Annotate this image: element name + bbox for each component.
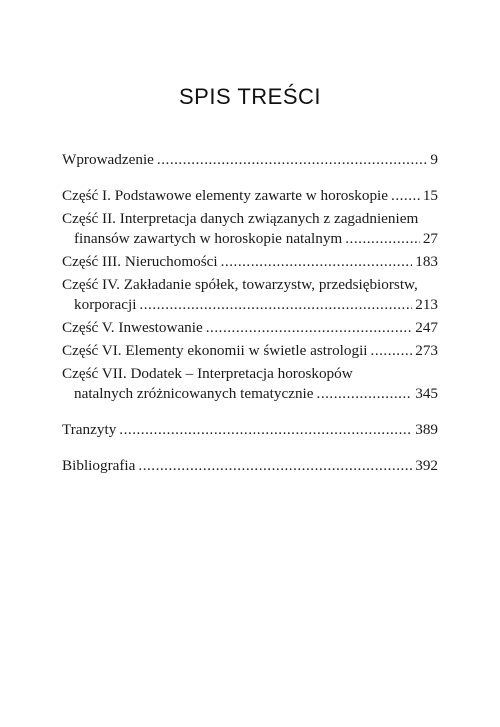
dot-leader (206, 318, 412, 338)
toc-entry-part-2 (62, 209, 438, 249)
dot-leader (391, 186, 420, 206)
toc-entry-transits (62, 420, 438, 440)
dot-leader (119, 420, 412, 440)
toc-page-number: 345 (415, 385, 438, 402)
dot-leader (345, 229, 420, 249)
dot-leader (157, 150, 427, 170)
page-title: SPIS TREŚCI (178, 84, 322, 109)
toc-page-number: 213 (415, 296, 438, 313)
toc-entry-part-6 (62, 341, 438, 361)
toc-entry-title: Część IV. Zakładanie spółek, towarzystw, przedsiębiorstw, (62, 276, 418, 293)
toc-entry-title: Wprowadzenie (62, 151, 154, 168)
toc-page-number: 389 (415, 421, 438, 438)
toc-entry-title: Tranzyty (62, 421, 117, 438)
dot-leader (371, 341, 413, 361)
toc-page-number: 183 (415, 253, 438, 270)
toc-entry-title: Część I. Podstawowe elementy zawarte w horoskopie (62, 187, 389, 204)
dot-leader (317, 384, 413, 404)
toc-entry-introduction (62, 150, 438, 170)
toc-entry-bibliography (62, 456, 438, 476)
toc-entry-title: Część VI. Elementy ekonomii w świetle astrologii (62, 342, 368, 359)
toc-page-number: 273 (415, 342, 438, 359)
toc-entry-title: Część VII. Dodatek – Interpretacja horoskopów (62, 365, 353, 382)
toc-entry-title: Część III. Nieruchomości (62, 253, 218, 270)
toc-entry-part-3 (62, 252, 438, 272)
table-of-contents (62, 150, 438, 476)
toc-entry-title: Część II. Interpretacja danych związanych z zagadnieniem (62, 210, 419, 227)
toc-entry-title: Bibliografia (62, 457, 136, 474)
toc-entry-title: Część V. Inwestowanie (62, 319, 203, 336)
toc-page-number: 392 (415, 457, 438, 474)
toc-entry-part-1 (62, 186, 438, 206)
toc-page-number: 15 (422, 187, 438, 204)
toc-entry-part-5 (62, 318, 438, 338)
toc-entry-title-continued: natalnych zróżnicowanych tematycznie (74, 385, 314, 402)
toc-entry-part-4 (62, 275, 438, 315)
toc-entry-title-continued: korporacji (74, 296, 137, 313)
toc-entry-title-continued: finansów zawartych w horoskopie natalnym (74, 230, 343, 247)
dot-leader (139, 295, 412, 315)
dot-leader (138, 456, 412, 476)
dot-leader (221, 252, 413, 272)
toc-page-number: 27 (422, 230, 438, 247)
toc-page-number: 247 (415, 319, 438, 336)
toc-page-number: 9 (430, 151, 438, 168)
toc-entry-part-7 (62, 364, 438, 404)
